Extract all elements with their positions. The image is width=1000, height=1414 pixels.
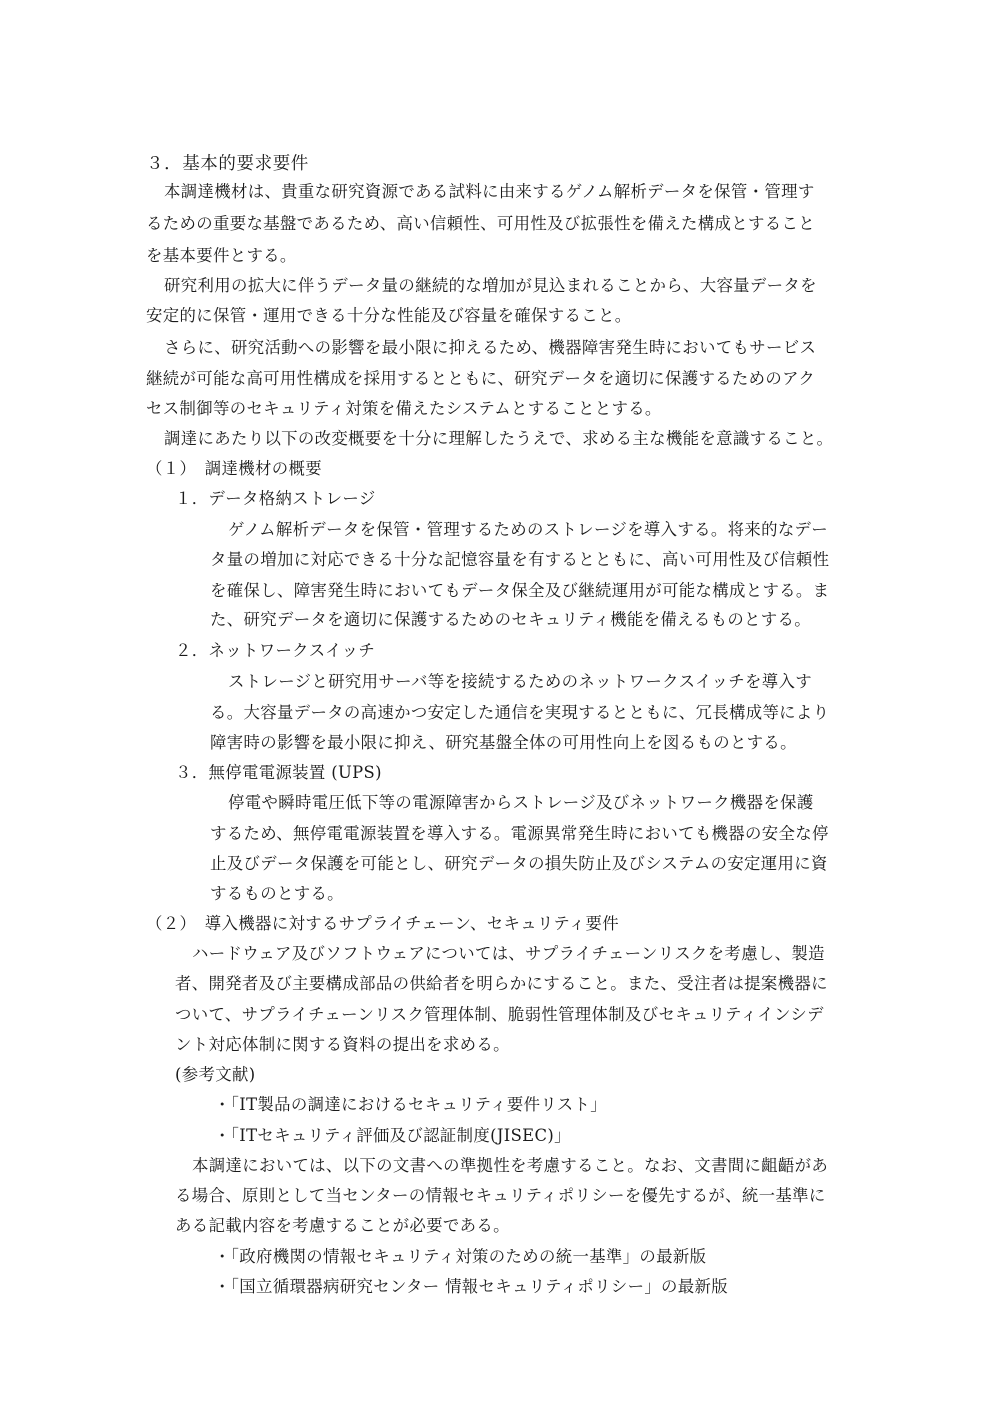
document-reference: ・「国立循環器病研究センター 情報セキュリティポリシー」の最新版 (214, 1277, 729, 1296)
item-line: ストレージと研究用サーバ等を接続するためのネットワークスイッチを導入す (228, 672, 812, 691)
item-line: タ量の増加に対応できる十分な記憶容量を有するとともに、高い可用性及び信頼性 (210, 550, 830, 569)
item-line: 止及びデータ保護を可能とし、研究データの損失防止及びシステムの安定運用に資 (210, 854, 828, 873)
item-line: するため、無停電電源装置を導入する。電源異常発生時においても機器の安全な停 (210, 824, 829, 843)
paragraph-line: る場合、原則として当センターの情報セキュリティポリシーを優先するが、統一基準に (175, 1186, 826, 1205)
paragraph-line: ある記載内容を考慮することが必要である。 (175, 1216, 510, 1235)
reference-heading: (参考文献) (175, 1065, 256, 1084)
item-title: ２．ネットワークスイッチ (175, 641, 376, 660)
intro-line: セス制御等のセキュリティ対策を備えたシステムとすることとする。 (146, 399, 662, 418)
item-line: するものとする。 (210, 884, 344, 903)
paragraph-line: 本調達においては、以下の文書への準拠性を考慮すること。なお、文書間に齟齬があ (192, 1156, 829, 1175)
item-line: 停電や瞬時電圧低下等の電源障害からストレージ及びネットワーク機器を保護 (228, 793, 814, 812)
item-title: １．データ格納ストレージ (175, 489, 376, 508)
intro-line: 本調達機材は、貴重な研究資源である試料に由来するゲノム解析データを保管・管理す (164, 182, 815, 201)
paragraph-line: ント対応体制に関する資料の提出を求める。 (175, 1035, 510, 1054)
document-reference: ・「政府機関の情報セキュリティ対策のための統一基準」の最新版 (214, 1247, 707, 1266)
intro-line: 安定的に保管・運用できる十分な性能及び容量を確保すること。 (146, 306, 632, 325)
intro-line: を基本要件とする。 (146, 246, 297, 265)
intro-line: 調達にあたり以下の改変概要を十分に理解したうえで、求める主な機能を意識すること。 (164, 429, 834, 448)
item-line: た、研究データを適切に保護するためのセキュリティ機能を備えるものとする。 (210, 610, 812, 629)
item-line: ゲノム解析データを保管・管理するためのストレージを導入する。将来的なデー (228, 520, 829, 539)
paragraph-line: ついて、サプライチェーンリスク管理体制、脆弱性管理体制及びセキュリティインシデ (175, 1005, 824, 1024)
item-line: 障害時の影響を最小限に抑え、研究基盤全体の可用性向上を図るものとする。 (210, 733, 797, 752)
item-line: る。大容量データの高速かつ安定した通信を実現するとともに、冗長構成等により (210, 703, 830, 722)
reference-item: ・「IT製品の調達におけるセキュリティ要件リスト」 (214, 1095, 607, 1114)
item-line: を確保し、障害発生時においてもデータ保全及び継続運用が可能な構成とする。ま (210, 581, 830, 600)
subsection-title: （１） 調達機材の概要 (146, 459, 322, 478)
intro-line: るための重要な基盤であるため、高い信頼性、可用性及び拡張性を備えた構成とすること (146, 214, 815, 233)
paragraph-line: 者、開発者及び主要構成部品の供給者を明らかにすること。また、受注者は提案機器に (175, 974, 828, 993)
item-title: ３．無停電電源装置 (UPS) (175, 763, 382, 782)
intro-line: 継続が可能な高可用性構成を採用するとともに、研究データを適切に保護するためのアク (146, 369, 816, 388)
subsection-title: （２） 導入機器に対するサプライチェーン、セキュリティ要件 (146, 914, 620, 933)
intro-line: さらに、研究活動への影響を最小限に抑えるため、機器障害発生時においてもサービス (164, 338, 817, 357)
reference-item: ・「ITセキュリティ評価及び認証制度(JISEC)」 (214, 1126, 571, 1145)
section-heading: ３．基本的要求要件 (146, 154, 309, 174)
paragraph-line: ハードウェア及びソフトウェアについては、サプライチェーンリスクを考慮し、製造 (192, 944, 825, 963)
intro-line: 研究利用の拡大に伴うデータ量の継続的な増加が見込まれることから、大容量データを (164, 276, 817, 295)
